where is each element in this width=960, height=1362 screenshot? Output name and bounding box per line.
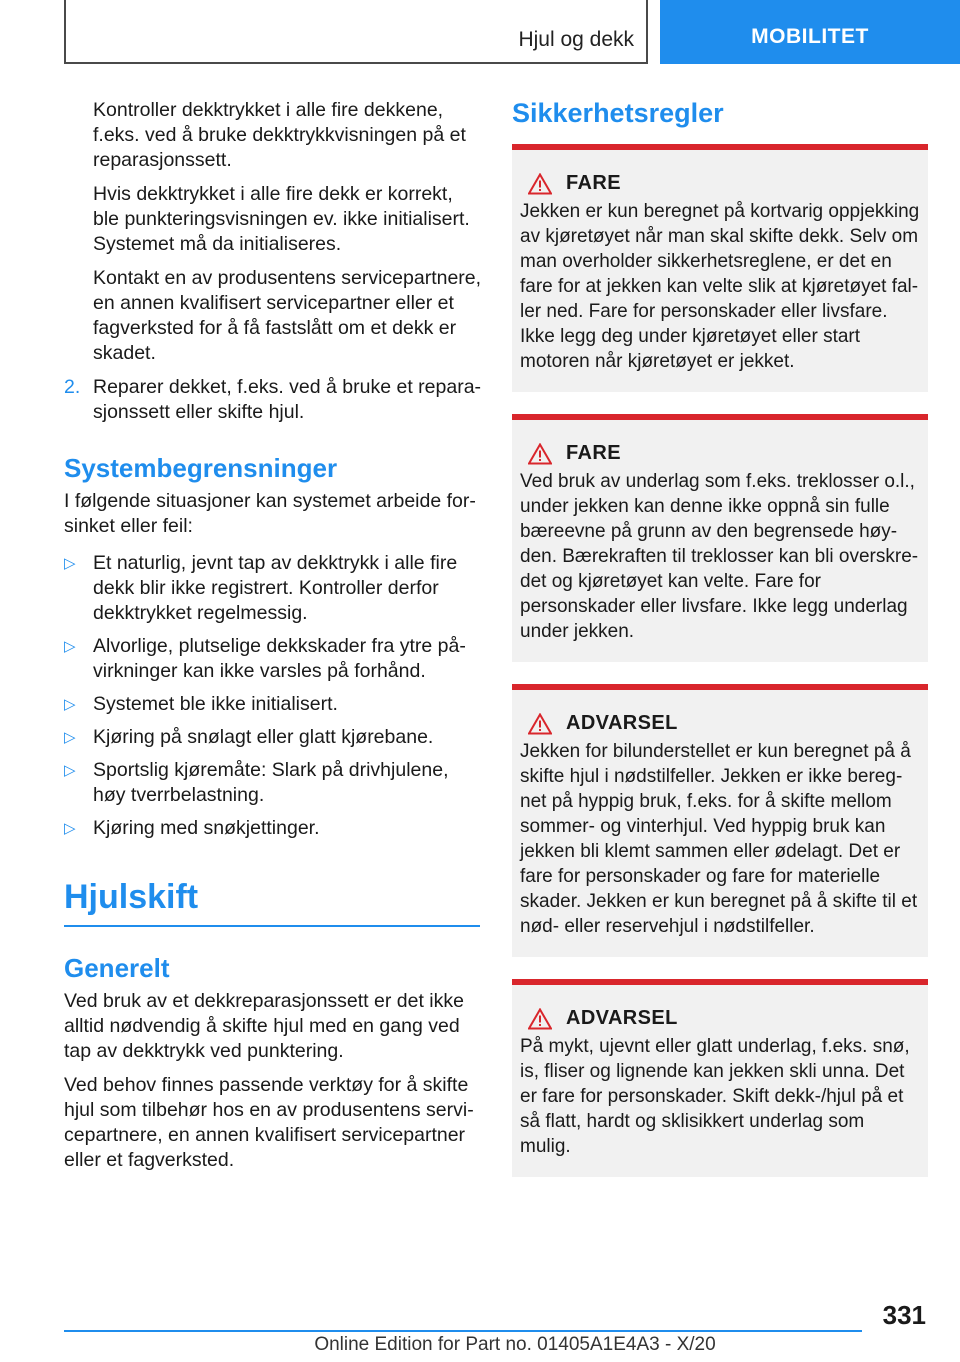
left-column [64, 98, 482, 1182]
warning-label: ADVARSEL [566, 1007, 678, 1029]
list-item-text: Alvorlige, plutselige dekkskader fra ytre påvirkninger kan ikke varsles på forhånd. [93, 635, 466, 682]
general-heading: Generelt [64, 953, 170, 983]
warning-label: FARE [566, 172, 621, 194]
list-item [64, 634, 482, 684]
warning-text: På mykt, ujevnt eller glatt underlag, f.eks. snø, is, fliser og lignende kan jekken skli unna. Det er fare for personskader. Skift dekk-/hjul på et så flatt, hardt og sklisikkert underlag som mulig. [520, 1036, 910, 1157]
warning-triangle-icon [528, 173, 552, 195]
list-item [64, 816, 482, 841]
list-item [64, 692, 482, 717]
warning-text: Ved bruk av underlag som f.eks. treklosser o.l., under jekken kan denne ikke oppnå sin fulle bæreevne på grunn av den begrensede høyden. Bærekraften til treklosser kan bli overskredet og kjøretøyet kan velte. Fare for personskader eller livsfare. Ikke legg underlag under jekken. [520, 471, 919, 642]
list-item-text: Kjøring med snøkjettinger. [93, 817, 320, 839]
triangle-bullet-icon: ▷ [64, 762, 76, 779]
safety-heading: Sikkerhetsregler [512, 98, 724, 128]
triangle-bullet-icon: ▷ [64, 555, 76, 572]
warning-label: FARE [566, 442, 621, 464]
warning-box [512, 414, 928, 662]
limits-heading: Systembegrensninger [64, 453, 338, 483]
header-chapter-tab: MOBILITET [660, 0, 960, 64]
page-number: 331 [882, 1300, 926, 1330]
footer-edition-text: Online Edition for Part no. 01405A1E4A3 - X/20 [314, 1334, 716, 1355]
warning-triangle-icon [528, 713, 552, 735]
triangle-bullet-icon: ▷ [64, 820, 76, 837]
list-item [64, 551, 482, 626]
header-section-title: Hjul og dekk [518, 28, 634, 51]
right-column [512, 98, 928, 1199]
chapter-title: Hjulskift [64, 878, 199, 916]
chapter-title-rule [64, 925, 480, 927]
warning-header [520, 712, 920, 735]
intro-paragraph-3: Kontakt en av produsentens servicepartnere, en annen kvalifisert servicepartner eller et fagverksted for å få fastslått om et dekk er skadet. [93, 267, 482, 364]
list-item-text: Kjøring på snølagt eller glatt kjørebane. [93, 726, 434, 748]
warning-header [520, 1007, 920, 1030]
list-item [64, 758, 482, 808]
general-paragraph-1: Ved bruk av et dekkreparasjonssett er det ikke alltid nødvendig å skifte hjul med en gang ved tap av dekktrykk ved punktering. [64, 990, 464, 1062]
warning-text: Jekken for bilunderstellet er kun beregnet på å skifte hjul i nødstilfeller. Jekken er ikke beregnet på hyppig bruk, f.eks. for å skifte mellom sommer- og vinterhjul. Ved hyppig bruk kan jekken bli klemt sammen eller ødelagt. Det er fare for personskader og fare for materielle skader. Jekken er kun beregnet på å skifte til et nød- eller reservehjul i nødstilfeller. [520, 741, 918, 937]
limits-intro: I følgende situasjoner kan systemet arbeide forsinket eller feil: [64, 490, 476, 537]
triangle-bullet-icon: ▷ [64, 729, 76, 746]
triangle-bullet-icon: ▷ [64, 696, 76, 713]
intro-paragraph-2: Hvis dekktrykket i alle fire dekk er korrekt, ble punkteringsvisningen ev. ikke initialisert. Systemet må da initialiseres. [93, 183, 470, 255]
warning-box [512, 979, 928, 1177]
footer-rule [64, 1330, 862, 1332]
list-item-text: Et naturlig, jevnt tap av dekktrykk i alle fire dekk blir ikke registrert. Kontroller derfor dekktrykket regelmessig. [93, 552, 458, 624]
triangle-bullet-icon: ▷ [64, 638, 76, 655]
warning-text: Jekken er kun beregnet på kortvarig oppjekking av kjøretøyet når man skal skifte dekk. Selv om man overholder sikkerhetsreglene, er det en fare for at jekken kan velte slik at kjøretøyet faller ned. Fare for personskader eller livsfare. Ikke legg deg under kjøretøyet eller start motoren når kjøretøyet er jekket. [520, 201, 920, 372]
list-item [64, 725, 482, 750]
intro-paragraph-1: Kontroller dekktrykket i alle fire dekkene, f.eks. ved å bruke dekktrykkvisningen på et reparasjonssett. [93, 99, 466, 171]
general-paragraph-2: Ved behov finnes passende verktøy for å skifte hjul som tilbehør hos en av produsentens servicepartnere, en annen kvalifisert servicepartner eller et fagverksted. [64, 1074, 474, 1171]
warning-box [512, 684, 928, 957]
warning-triangle-icon [528, 1008, 552, 1030]
list-item-text: Systemet ble ikke initialisert. [93, 693, 338, 715]
warning-header [520, 442, 920, 465]
step-number: 2. [64, 376, 81, 398]
warning-header [520, 172, 920, 195]
list-item-text: Sportslig kjøremåte: Slark på drivhjulene, høy tverrbelastning. [93, 759, 449, 806]
warning-box [512, 144, 928, 392]
warning-label: ADVARSEL [566, 712, 678, 734]
step-text: Reparer dekket, f.eks. ved å bruke et reparasjonssett eller skifte hjul. [93, 376, 482, 423]
warning-triangle-icon [528, 443, 552, 465]
step-2 [64, 375, 482, 425]
